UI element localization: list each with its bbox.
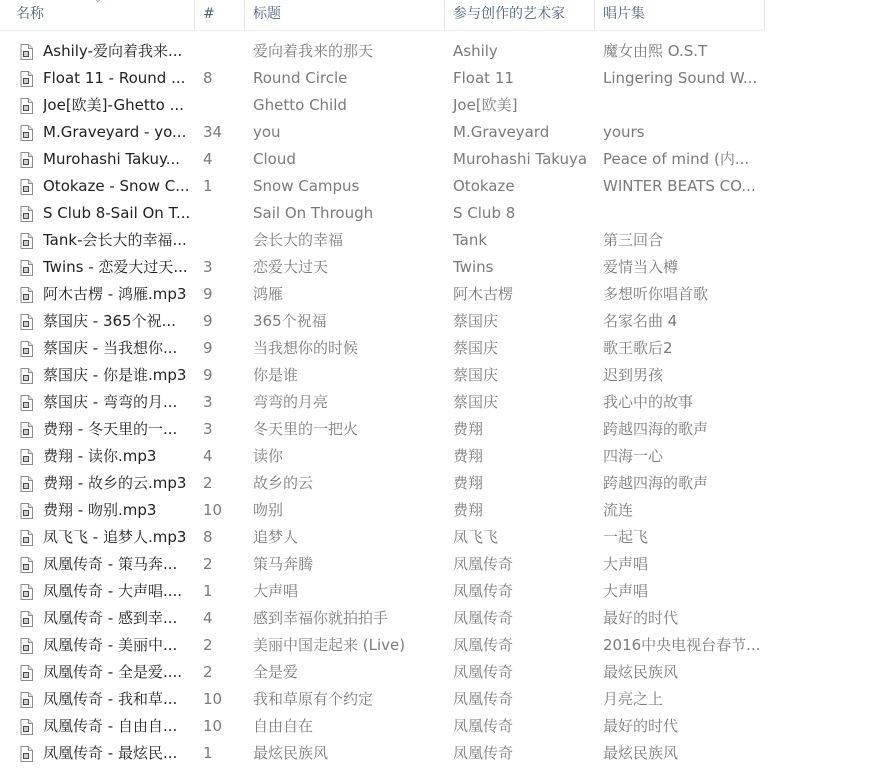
track-number: 3 xyxy=(203,258,213,276)
track-album: 最好的时代 xyxy=(603,609,679,627)
track-number: 4 xyxy=(203,447,213,465)
track-title: 追梦人 xyxy=(253,528,299,546)
file-name-cell[interactable] xyxy=(0,308,195,335)
track-album xyxy=(595,200,765,227)
file-name: Tank-会长大的幸福... xyxy=(43,231,187,249)
track-number: 10 xyxy=(203,501,223,519)
file-name: 阿木古楞 - 鸿雁.mp3 xyxy=(43,285,187,303)
audio-file-icon xyxy=(20,719,33,735)
track-number: 10 xyxy=(203,690,223,708)
audio-file-icon xyxy=(20,125,33,141)
track-album: 大声唱 xyxy=(603,555,649,573)
track-title: 故乡的云 xyxy=(253,474,314,492)
track-artist: 凤凰传奇 xyxy=(453,690,514,708)
audio-file-icon xyxy=(20,476,33,492)
file-name: 凤飞飞 - 追梦人.mp3 xyxy=(43,528,187,546)
file-name-cell[interactable] xyxy=(0,254,195,281)
file-name-cell[interactable] xyxy=(0,65,195,92)
audio-file-icon xyxy=(20,341,33,357)
track-number: 1 xyxy=(203,582,213,600)
file-name-cell[interactable] xyxy=(0,38,195,65)
file-name-cell[interactable] xyxy=(0,443,195,470)
track-title: 会长大的幸福 xyxy=(253,231,344,249)
column-header-name-label: 名称 xyxy=(16,6,44,22)
track-album: yours xyxy=(603,123,645,141)
track-title: 读你 xyxy=(253,447,284,465)
track-artist: 费翔 xyxy=(453,447,484,465)
track-artist: 蔡国庆 xyxy=(453,339,499,357)
audio-file-icon xyxy=(20,530,33,546)
file-name: 凤凰传奇 - 大声唱.... xyxy=(43,582,183,600)
track-title: 全是爱 xyxy=(253,663,299,681)
column-header-album[interactable] xyxy=(595,0,765,30)
audio-file-icon xyxy=(20,71,33,87)
audio-file-icon xyxy=(20,314,33,330)
track-number: 4 xyxy=(203,609,213,627)
file-name-cell[interactable] xyxy=(0,524,195,551)
track-title: 吻别 xyxy=(253,501,284,519)
audio-file-icon xyxy=(20,287,33,303)
column-header-track-number-label: # xyxy=(203,6,215,22)
track-number xyxy=(195,38,245,65)
file-row[interactable] xyxy=(0,92,890,119)
file-name: 蔡国庆 - 弯弯的月... xyxy=(43,393,178,411)
track-album: 多想听你唱首歌 xyxy=(603,285,709,303)
file-name-cell[interactable] xyxy=(0,470,195,497)
track-number: 9 xyxy=(203,312,213,330)
track-album: 一起飞 xyxy=(603,528,649,546)
audio-file-icon xyxy=(20,449,33,465)
track-number: 9 xyxy=(203,339,213,357)
file-name-cell[interactable] xyxy=(0,740,195,767)
track-title: 策马奔腾 xyxy=(253,555,314,573)
track-number: 1 xyxy=(203,177,213,195)
track-artist: 凤飞飞 xyxy=(453,528,499,546)
file-name-cell[interactable] xyxy=(0,659,195,686)
audio-file-icon xyxy=(20,557,33,573)
track-artist: M.Graveyard xyxy=(453,123,550,141)
track-title: 最炫民族风 xyxy=(253,744,329,762)
track-number: 8 xyxy=(203,69,213,87)
file-name: S Club 8-Sail On T... xyxy=(43,204,191,222)
column-header-title-label: 标题 xyxy=(253,6,281,22)
track-album xyxy=(595,92,765,119)
column-header-artist-label: 参与创作的艺术家 xyxy=(453,6,565,22)
audio-file-icon xyxy=(20,503,33,519)
track-album: 四海一心 xyxy=(603,447,664,465)
track-album: Peace of mind (内... xyxy=(603,150,750,168)
audio-file-icon xyxy=(20,665,33,681)
audio-file-icon xyxy=(20,179,33,195)
track-number: 3 xyxy=(203,420,213,438)
audio-file-icon xyxy=(20,584,33,600)
track-number: 3 xyxy=(203,393,213,411)
file-list xyxy=(0,38,890,767)
file-name-cell[interactable] xyxy=(0,578,195,605)
track-number: 4 xyxy=(203,150,213,168)
column-header-bar xyxy=(0,0,765,31)
track-album: 大声唱 xyxy=(603,582,649,600)
file-row[interactable] xyxy=(0,659,890,686)
audio-file-icon xyxy=(20,44,33,60)
track-album: 我心中的故事 xyxy=(603,393,694,411)
track-artist: Tank xyxy=(453,231,488,249)
file-name: Ashily-爱向着我来... xyxy=(43,42,183,60)
track-title: 鸿雁 xyxy=(253,285,284,303)
audio-file-icon xyxy=(20,692,33,708)
track-artist: 阿木古楞 xyxy=(453,285,514,303)
track-album: 月亮之上 xyxy=(603,690,664,708)
track-title: 大声唱 xyxy=(253,582,299,600)
file-name: 凤凰传奇 - 自由自... xyxy=(43,717,178,735)
track-number: 2 xyxy=(203,636,213,654)
file-name: Joe[欧美]-Ghetto ... xyxy=(43,96,184,114)
track-number: 1 xyxy=(203,744,213,762)
file-name-cell[interactable] xyxy=(0,416,195,443)
file-name: 凤凰传奇 - 策马奔... xyxy=(43,555,178,573)
track-title: Snow Campus xyxy=(253,177,360,195)
file-row[interactable] xyxy=(0,524,890,551)
audio-file-icon xyxy=(20,98,33,114)
file-name-cell[interactable] xyxy=(0,146,195,173)
file-name-cell[interactable] xyxy=(0,389,195,416)
audio-file-icon xyxy=(20,260,33,276)
track-album: 爱情当入樽 xyxy=(603,258,679,276)
track-artist: 凤凰传奇 xyxy=(453,555,514,573)
file-row[interactable] xyxy=(0,470,890,497)
file-row[interactable] xyxy=(0,416,890,443)
track-title: Round Circle xyxy=(253,69,348,87)
track-number: 9 xyxy=(203,366,213,384)
file-name-cell[interactable] xyxy=(0,362,195,389)
track-artist: 凤凰传奇 xyxy=(453,717,514,735)
track-album: 迟到男孩 xyxy=(603,366,664,384)
track-title: 当我想你的时候 xyxy=(253,339,359,357)
file-name: 费翔 - 冬天里的一... xyxy=(43,420,178,438)
file-name: M.Graveyard - yo... xyxy=(43,123,187,141)
track-album: 2016中央电视台春节... xyxy=(603,636,761,654)
file-row[interactable] xyxy=(0,119,890,146)
file-name: Otokaze - Snow C... xyxy=(43,177,190,195)
file-row[interactable] xyxy=(0,308,890,335)
audio-file-icon xyxy=(20,638,33,654)
audio-file-icon xyxy=(20,233,33,249)
track-artist: Joe[欧美] xyxy=(453,96,518,114)
audio-file-icon xyxy=(20,152,33,168)
file-row[interactable] xyxy=(0,335,890,362)
track-album: 第三回合 xyxy=(603,231,664,249)
track-title: Sail On Through xyxy=(253,204,374,222)
file-name-cell[interactable] xyxy=(0,551,195,578)
track-artist: 费翔 xyxy=(453,474,484,492)
file-name: 凤凰传奇 - 美丽中... xyxy=(43,636,178,654)
track-number: 9 xyxy=(203,285,213,303)
audio-file-icon xyxy=(20,206,33,222)
track-album: 流连 xyxy=(603,501,634,519)
track-number: 10 xyxy=(203,717,223,735)
file-row[interactable] xyxy=(0,173,890,200)
track-artist: 凤凰传奇 xyxy=(453,609,514,627)
file-name-cell[interactable] xyxy=(0,281,195,308)
track-artist: Twins xyxy=(453,258,494,276)
track-number xyxy=(195,227,245,254)
track-title: Cloud xyxy=(253,150,296,168)
track-title: 恋爱大过天 xyxy=(253,258,329,276)
track-number xyxy=(195,92,245,119)
file-row[interactable] xyxy=(0,497,890,524)
file-row[interactable] xyxy=(0,551,890,578)
sort-chevron-icon: ⌄ xyxy=(94,0,102,5)
file-name-cell[interactable] xyxy=(0,713,195,740)
track-title: you xyxy=(253,123,281,141)
track-number: 34 xyxy=(203,123,223,141)
track-album: WINTER BEATS CO... xyxy=(603,177,756,195)
track-title: 我和草原有个约定 xyxy=(253,690,374,708)
track-artist: Ashily xyxy=(453,42,498,60)
column-header-track-number[interactable] xyxy=(195,0,245,30)
file-name-cell[interactable] xyxy=(0,497,195,524)
track-title: 美丽中国走起来 (Live) xyxy=(253,636,406,654)
audio-file-icon xyxy=(20,746,33,762)
file-name: 凤凰传奇 - 我和草... xyxy=(43,690,178,708)
track-title: 感到幸福你就拍拍手 xyxy=(253,609,389,627)
track-title: 365个祝福 xyxy=(253,312,327,330)
track-album: 最炫民族风 xyxy=(603,744,679,762)
track-title: 自由自在 xyxy=(253,717,314,735)
column-header-title[interactable] xyxy=(245,0,445,30)
track-album: 魔女由熙 O.S.T xyxy=(603,42,708,60)
file-name-cell[interactable] xyxy=(0,632,195,659)
track-album: Lingering Sound W... xyxy=(603,69,758,87)
track-artist: 蔡国庆 xyxy=(453,366,499,384)
track-title: 你是谁 xyxy=(253,366,299,384)
track-album: 跨越四海的歌声 xyxy=(603,420,709,438)
audio-file-icon xyxy=(20,611,33,627)
file-row[interactable] xyxy=(0,227,890,254)
file-row[interactable] xyxy=(0,281,890,308)
file-name: 蔡国庆 - 当我想你... xyxy=(43,339,178,357)
track-album: 名家名曲 4 xyxy=(603,312,678,330)
file-row[interactable] xyxy=(0,389,890,416)
track-title: 弯弯的月亮 xyxy=(253,393,329,411)
file-name-cell[interactable] xyxy=(0,686,195,713)
track-artist: 费翔 xyxy=(453,420,484,438)
column-header-album-label: 唱片集 xyxy=(603,6,645,22)
track-artist: 蔡国庆 xyxy=(453,393,499,411)
column-header-artist[interactable] xyxy=(445,0,595,30)
track-title: 冬天里的一把火 xyxy=(253,420,359,438)
audio-file-icon xyxy=(20,422,33,438)
file-row[interactable] xyxy=(0,713,890,740)
file-row[interactable] xyxy=(0,200,890,227)
track-album: 跨越四海的歌声 xyxy=(603,474,709,492)
track-artist: Otokaze xyxy=(453,177,515,195)
file-row[interactable] xyxy=(0,65,890,92)
track-album: 最好的时代 xyxy=(603,717,679,735)
file-name-cell[interactable] xyxy=(0,605,195,632)
track-title: Ghetto Child xyxy=(253,96,347,114)
file-row[interactable] xyxy=(0,362,890,389)
track-number xyxy=(195,200,245,227)
file-name: 凤凰传奇 - 最炫民... xyxy=(43,744,178,762)
file-name-cell[interactable] xyxy=(0,119,195,146)
track-artist: 凤凰传奇 xyxy=(453,582,514,600)
file-row[interactable] xyxy=(0,578,890,605)
track-number: 2 xyxy=(203,474,213,492)
file-row[interactable] xyxy=(0,146,890,173)
file-name-cell[interactable] xyxy=(0,173,195,200)
track-title: 爱向着我来的那天 xyxy=(253,42,374,60)
file-row[interactable] xyxy=(0,443,890,470)
file-name: 凤凰传奇 - 全是爱.... xyxy=(43,663,183,681)
track-artist: 费翔 xyxy=(453,501,484,519)
file-name-cell[interactable] xyxy=(0,92,195,119)
file-row[interactable] xyxy=(0,632,890,659)
track-number: 2 xyxy=(203,663,213,681)
track-artist: 蔡国庆 xyxy=(453,312,499,330)
track-artist: 凤凰传奇 xyxy=(453,744,514,762)
audio-file-icon xyxy=(20,368,33,384)
file-name: Float 11 - Round ... xyxy=(43,69,186,87)
track-album: 最炫民族风 xyxy=(603,663,679,681)
file-name-cell[interactable] xyxy=(0,200,195,227)
file-name: Murohashi Takuy... xyxy=(43,150,181,168)
track-artist: 凤凰传奇 xyxy=(453,663,514,681)
column-header-name[interactable] xyxy=(0,0,195,30)
file-name: 蔡国庆 - 你是谁.mp3 xyxy=(43,366,187,384)
file-name-cell[interactable] xyxy=(0,227,195,254)
track-artist: 凤凰传奇 xyxy=(453,636,514,654)
track-number: 8 xyxy=(203,528,213,546)
file-name: 费翔 - 吻别.mp3 xyxy=(43,501,157,519)
file-name: Twins - 恋爱大过天... xyxy=(43,258,188,276)
file-row[interactable] xyxy=(0,605,890,632)
track-artist: Float 11 xyxy=(453,69,514,87)
file-row[interactable] xyxy=(0,38,890,65)
track-album: 歌王歌后2 xyxy=(603,339,673,357)
file-name: 费翔 - 读你.mp3 xyxy=(43,447,157,465)
file-name-cell[interactable] xyxy=(0,335,195,362)
track-artist: S Club 8 xyxy=(453,204,516,222)
file-row[interactable] xyxy=(0,254,890,281)
file-row[interactable] xyxy=(0,740,890,767)
audio-file-icon xyxy=(20,395,33,411)
file-row[interactable] xyxy=(0,686,890,713)
track-number: 2 xyxy=(203,555,213,573)
file-name: 凤凰传奇 - 感到幸... xyxy=(43,609,178,627)
file-name: 费翔 - 故乡的云.mp3 xyxy=(43,474,187,492)
track-artist: Murohashi Takuya xyxy=(453,150,588,168)
file-name: 蔡国庆 - 365个祝... xyxy=(43,312,176,330)
